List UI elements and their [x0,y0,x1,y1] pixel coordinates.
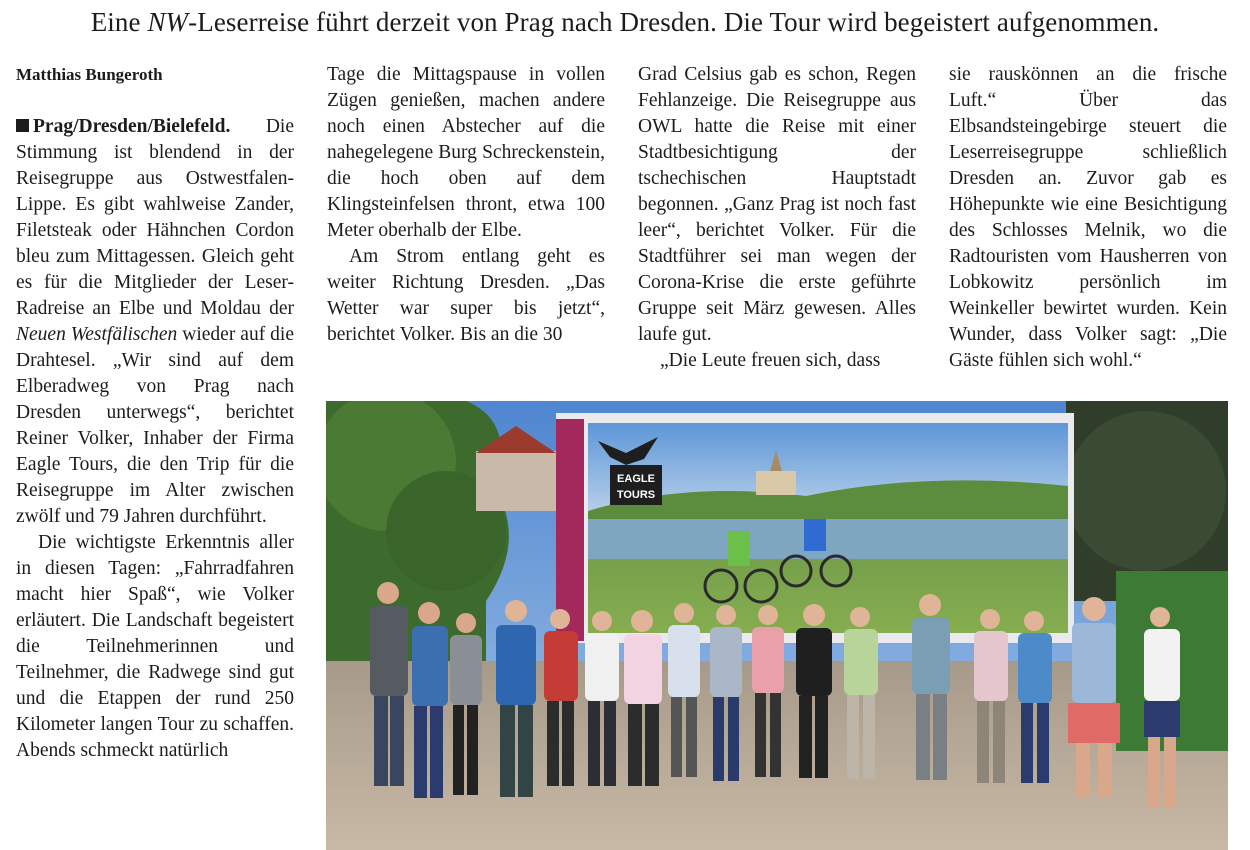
article-column-1 [16,62,294,764]
article-subheadline: Eine NW-Leserreise führt derzeit von Prag nach Dresden. Die Tour wird begeistert aufgenommen. [90,7,1160,37]
square-bullet-icon [16,119,29,132]
banner-side [556,419,584,641]
article-paragraph: Prag/Dresden/Bielefeld. Die Stimmung ist blendend in der Reisegruppe aus Ostwestfalen-Lippe. Es gibt wahlweise Zander, Filetsteak oder Hähnchen Cordon bleu zum Mittagessen. Gleich geht es für die Mitglieder der Leser-Radreise an Elbe und Moldau der Neuen Westfälischen wieder auf die Drahtesel. „Wir sind auf dem Elberadweg von Prag nach Dresden unterwegs“, berichtet Reiner Volker, Inhaber der Firma Eagle Tours, die den Trip für die Reisegruppe im Alter zwischen zwölf und 79 Jahren durchführt. [16,116,294,527]
dateline: Prag/Dresden/Bielefeld. [16,116,230,137]
banner-river [588,519,1068,559]
article-paragraph: Grad Celsius gab es schon, Regen Fehlanzeige. Die Reisegruppe aus OWL hatte die Reise mit einer Stadtbesichtigung der tschechischen Hauptstadt begonnen. „Ganz Prag ist noch fast leer“, berichtet Volker. Für die Stadtführer sei man wegen der Corona-Krise die erste geführte Gruppe seit März gewesen. Alles laufe gut. [638,64,916,345]
article-paragraph: Die wichtigste Erkenntnis aller in diesen Tagen: „Fahrradfahren macht hier Spaß“, wie Volker erläutert. Die Landschaft begeistert die Teilnehmerinnen und Teilnehmer, die Radwege sind gut und die Etappen der rund 250 Kilometer langen Tour zu schaffen. Abends schmeckt natürlich [16,532,294,761]
article-paragraph: „Die Leute freuen sich, dass [660,350,881,371]
article-paragraph: sie rauskönnen an die frische Luft.“ Über das Elbsandsteingebirge steuert die Leserreisegruppe schließlich Dresden an. Zuvor gab es Höhepunkte wie eine Besichtigung des Schlosses Melnik, wo die Radtouristen vom Hausherren von Lobkowitz persönlich im Weinkeller bewirtet wurden. Kein Wunder, dass Volker sagt: „Die Gäste fühlen sich wohl.“ [949,64,1227,371]
cyclist-shirt [804,519,826,551]
tree-crown [1066,411,1226,571]
group-photo [326,401,1228,850]
article-paragraph: Am Strom entlang geht es weiter Richtung Dresden. „Das Wetter war super bis jetzt“, berichtet Volker. Bis an die 30 [327,246,605,345]
author-byline: Matthias Bungeroth [16,65,163,84]
cyclist-shirt [728,531,750,566]
banner-castle [756,471,796,495]
svg-text:TOURS: TOURS [616,489,656,501]
article-paragraph: Tage die Mittagspause in vollen Zügen genießen, machen andere noch einen Abstecher auf die nahegelegene Burg Schreckenstein, die hoch oben auf dem Klingsteinfelsen thront, etwa 100 Meter oberhalb der Elbe. [327,64,605,241]
svg-text:EAGLE: EAGLE [617,473,655,485]
house [476,451,556,511]
article-column-2 [327,62,605,348]
article-column-4 [949,62,1227,374]
group-photo-illustration [326,401,1228,850]
article-column-3 [638,62,916,374]
person [412,602,448,798]
